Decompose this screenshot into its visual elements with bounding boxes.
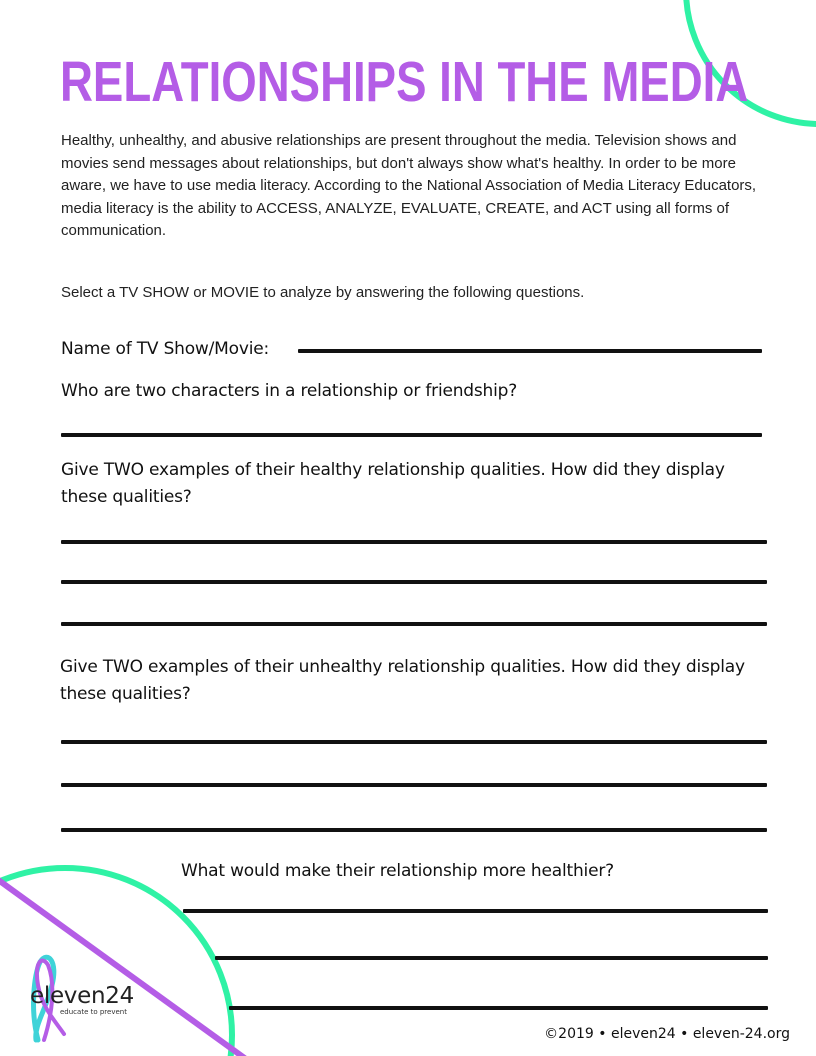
intro-paragraph: Healthy, unhealthy, and abusive relationships are present throughout the media. Television shows and movies send messages about relationships, but don't always show what's healthy. In order to be more aware, we have to use media literacy. According to the National Association of Media Literacy Educators, media literacy is the ability to ACCESS, ANALYZE, EVALUATE, CREATE, and ACT using all forms of communication. [61,132,757,239]
healthy-answer-line-2[interactable] [61,580,767,584]
instructions-text: Select a TV SHOW or MOVIE to analyze by answering the following questions. [61,284,585,301]
healthier-answer-line-2[interactable] [215,956,768,960]
healthier-answer-line-3[interactable] [229,1006,768,1010]
page-title: RELATIONSHIPS IN THE MEDIA [60,50,749,114]
healthy-answer-line-1[interactable] [61,540,767,544]
unhealthy-answer-line-2[interactable] [61,783,767,787]
logo-tagline: educate to prevent [60,1008,127,1016]
unhealthy-answer-line-1[interactable] [61,740,767,744]
healthier-question: What would make their relationship more healthier? [181,861,614,881]
characters-question: Who are two characters in a relationship or friendship? [61,381,518,401]
healthier-answer-line-1[interactable] [183,909,768,913]
unhealthy-answer-line-3[interactable] [61,828,767,832]
unhealthy-qualities-question: Give TWO examples of their unhealthy relationship qualities. How did they display these qualities? [60,657,745,704]
healthy-qualities-question: Give TWO examples of their healthy relationship qualities. How did they display these qualities? [61,460,725,507]
footer-copyright: ©2019 • eleven24 • eleven-24.org [544,1026,790,1042]
logo-name: eleven24 [30,983,134,1009]
healthy-answer-line-3[interactable] [61,622,767,626]
show-name-answer-line[interactable] [298,349,762,353]
characters-answer-line[interactable] [61,433,762,437]
show-name-label: Name of TV Show/Movie: [61,339,270,359]
